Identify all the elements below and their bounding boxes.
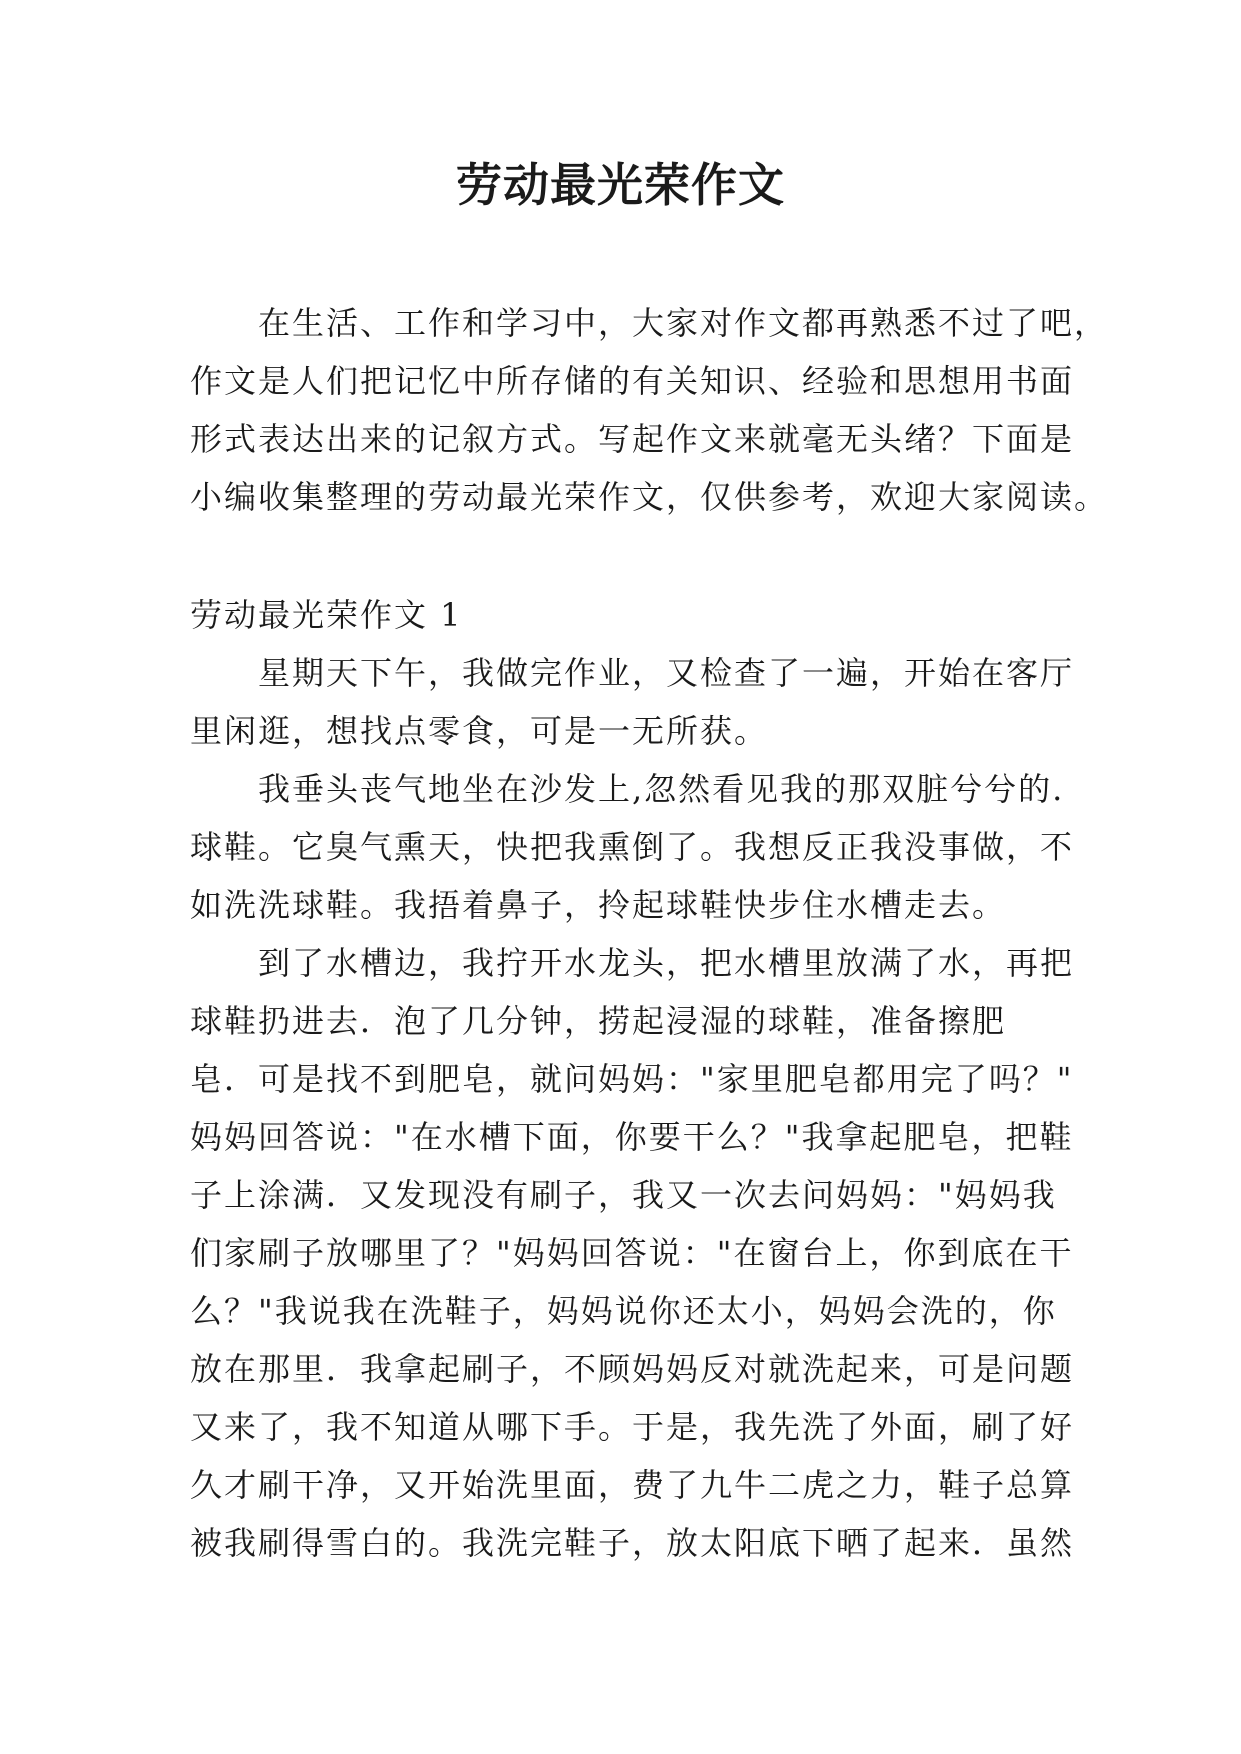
paragraph-line: 放在那里．我拿起刷子，不顾妈妈反对就洗起来，可是问题 (190, 1350, 1075, 1388)
paragraph-line: 球鞋。它臭气熏天，快把我熏倒了。我想反正我没事做，不 (190, 828, 1075, 866)
paragraph-line: 们家刷子放哪里了？"妈妈回答说："在窗台上，你到底在干 (190, 1234, 1074, 1272)
intro-paragraph (190, 294, 1109, 526)
paragraph-line: 久才刷干净，又开始洗里面，费了九牛二虎之力，鞋子总算 (190, 1466, 1075, 1504)
paragraph-line: 皂．可是找不到肥皂，就问妈妈："家里肥皂都用完了吗？" (190, 1060, 1074, 1098)
paragraph-line: 星期天下午，我做完作业，又检查了一遍，开始在客厅 (258, 654, 1075, 692)
intro-line: 在生活、工作和学习中，大家对作文都再熟悉不过了吧， (258, 304, 1109, 342)
paragraph-1 (190, 644, 1075, 760)
intro-line: 小编收集整理的劳动最光荣作文，仅供参考，欢迎大家阅读。 (190, 478, 1109, 516)
paragraph-line: 子上涂满．又发现没有刷子，我又一次去问妈妈："妈妈我 (190, 1176, 1057, 1214)
paragraph-line: 里闲逛，想找点零食，可是一无所获。 (190, 712, 769, 750)
paragraph-line: 被我刷得雪白的。我洗完鞋子，放太阳底下晒了起来．虽然 (190, 1524, 1075, 1562)
paragraph-2 (190, 760, 1075, 934)
paragraph-line: 到了水槽边，我拧开水龙头，把水槽里放满了水，再把 (258, 944, 1075, 982)
essay-body (190, 586, 1075, 1572)
intro-line: 作文是人们把记忆中所存储的有关知识、经验和思想用书面 (190, 362, 1075, 400)
intro-line: 形式表达出来的记叙方式。写起作文来就毫无头绪？下面是 (190, 420, 1075, 458)
paragraph-line: 么？"我说我在洗鞋子，妈妈说你还太小，妈妈会洗的，你 (190, 1292, 1057, 1330)
paragraph-line: 妈妈回答说："在水槽下面，你要干么？"我拿起肥皂，把鞋 (190, 1118, 1074, 1156)
paragraph-line: 球鞋扔进去．泡了几分钟，捞起浸湿的球鞋，准备擦肥 (190, 1002, 1007, 1040)
section-heading: 劳动最光荣作文 1 (190, 596, 463, 634)
paragraph-line: 又来了，我不知道从哪下手。于是，我先洗了外面，刷了好 (190, 1408, 1075, 1446)
document-title: 劳动最光荣作文 (456, 158, 785, 212)
paragraph-line: 我垂头丧气地坐在沙发上,忽然看见我的那双脏兮兮的. (258, 770, 1065, 808)
paragraph-3 (190, 934, 1075, 1572)
paragraph-line: 如洗洗球鞋。我捂着鼻子，拎起球鞋快步住水槽走去。 (190, 886, 1007, 924)
